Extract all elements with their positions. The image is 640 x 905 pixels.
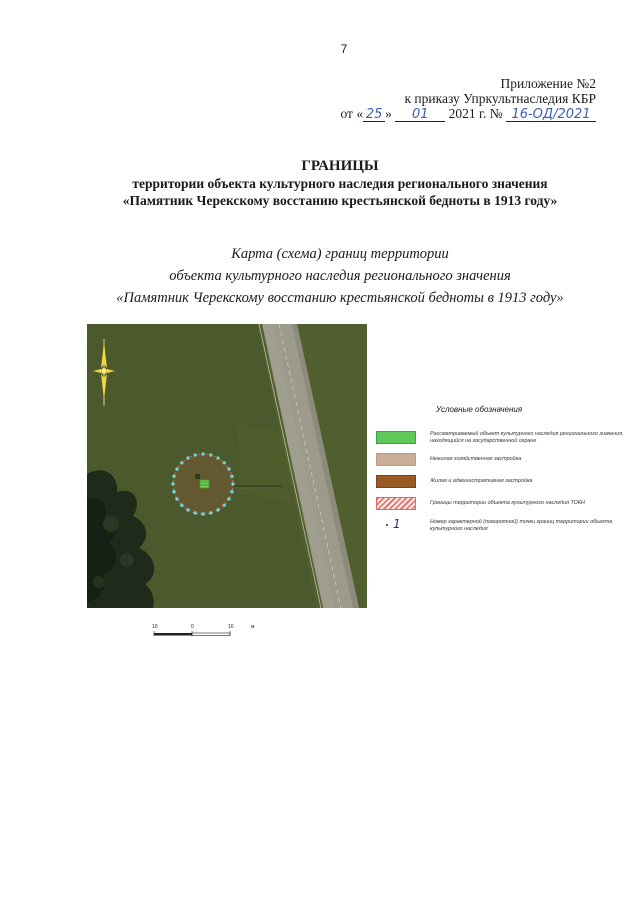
boundary-point-marker xyxy=(227,497,230,500)
scale-label-right: 10 xyxy=(228,624,234,630)
date-month-field: 01 xyxy=(395,108,445,122)
boundary-point-marker xyxy=(186,508,189,511)
boundary-point-marker xyxy=(223,461,226,464)
boundary-point-marker xyxy=(194,453,197,456)
page-number: 7 xyxy=(340,42,348,56)
appendix-date-line xyxy=(340,106,596,122)
boundary-point-marker xyxy=(171,482,174,485)
boundary-point-marker xyxy=(172,490,175,493)
scale-label-unit: м xyxy=(251,624,255,630)
boundary-point-marker xyxy=(175,467,178,470)
boundary-point-marker xyxy=(216,508,219,511)
boundary-point-marker xyxy=(201,512,204,515)
boundary-point-marker xyxy=(175,497,178,500)
boundary-point-marker xyxy=(209,511,212,514)
document-title-block xyxy=(60,158,620,209)
date-quote: » xyxy=(385,106,392,121)
legend-item-nonresidential xyxy=(376,453,640,473)
boundary-point-marker xyxy=(186,456,189,459)
legend-swatch-heritage xyxy=(376,431,416,444)
appendix-order-ref: к приказу Упркультнаследия КБР xyxy=(404,91,596,106)
boundary-point-marker xyxy=(209,453,212,456)
legend-item-heritage-object xyxy=(376,431,640,451)
boundary-point-marker xyxy=(180,504,183,507)
legend-swatch-residential xyxy=(376,475,416,488)
appendix-header xyxy=(340,76,596,122)
boundary-point-marker xyxy=(231,482,234,485)
boundary-point-marker xyxy=(201,452,204,455)
legend-label: Рассматриваемый объект культурного наследия регионального значения, находящийся на государственной охране xyxy=(430,431,624,444)
order-number-field: 16-ОД/2021 xyxy=(506,108,596,122)
boundary-point-marker xyxy=(194,511,197,514)
legend-label: Границы территории объекта культурного наследия ТОКН xyxy=(430,500,585,506)
boundary-point-marker xyxy=(172,475,175,478)
legend-label: Жилая и административная застройка xyxy=(430,478,533,484)
boundary-point-number: 1 xyxy=(393,517,401,531)
scale-label-middle: 0 xyxy=(191,624,194,630)
boundary-point-symbol xyxy=(386,524,388,526)
date-year: 2021 г. № xyxy=(448,106,503,121)
legend-item-boundary-point xyxy=(376,519,640,539)
document-title: ГРАНИЦЫ xyxy=(301,158,379,174)
boundary-point-marker xyxy=(227,467,230,470)
legend-swatch-nonresidential xyxy=(376,453,416,466)
date-day-field: 25 xyxy=(363,108,385,122)
legend-title: Условные обозначения xyxy=(436,405,523,414)
legend-label: Нежилая хозяйственная застройка xyxy=(430,456,522,462)
boundary-point-marker xyxy=(216,456,219,459)
date-prefix: от « xyxy=(340,106,364,121)
scale-label-left: 10 xyxy=(152,624,158,630)
map-caption-line-1: Карта (схема) границ территории xyxy=(231,246,449,262)
appendix-title: Приложение №2 xyxy=(500,76,596,91)
boundary-point-marker xyxy=(180,461,183,464)
map-caption-line-3: «Памятник Черекскому восстанию крестьянской бедноты в 1913 году» xyxy=(116,290,564,306)
map-caption xyxy=(40,243,640,309)
scale-bar xyxy=(150,624,270,640)
boundary-point-marker xyxy=(230,490,233,493)
map-image xyxy=(87,324,367,608)
map-caption-line-2: объекта культурного наследия регионального значения xyxy=(169,268,511,284)
boundary-map xyxy=(87,324,367,608)
document-subtitle-2: «Памятник Черекскому восстанию крестьянской бедноты в 1913 году» xyxy=(122,193,558,208)
legend-item-boundary xyxy=(376,497,640,517)
boundary-point-marker xyxy=(230,475,233,478)
legend-item-residential xyxy=(376,475,640,495)
document-subtitle-1: территории объекта культурного наследия регионального значения xyxy=(132,176,548,191)
legend-label: Номер характерной (поворотной) точки границ территории объекта культурного наследия xyxy=(430,519,613,532)
boundary-point-marker xyxy=(223,504,226,507)
legend-swatch-boundary xyxy=(376,497,416,510)
